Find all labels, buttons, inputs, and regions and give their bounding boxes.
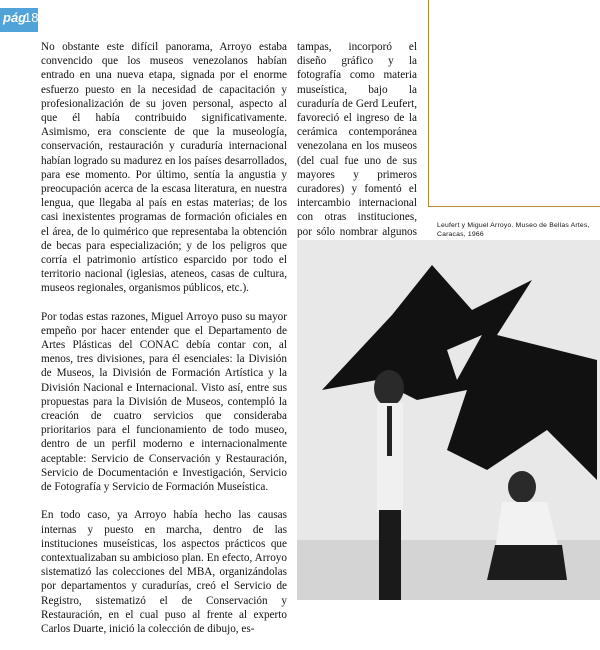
paragraph-3: En todo caso, ya Arroyo había hecho las causas internas y puesto en marcha, dentro de las instituciones museísticas, los aspectos prácticos que contextualizaban su ambicioso plan. En efecto, Arroyo sistematizó las colecciones del MBA, organizándolas por departamentos y curadurías, creó el Servicio de Registro, sistematizó el de Conservación y Restauración, en el cual puso al frente al experto Carlos Duarte, inició la colección de dibujo, es- [41, 509, 287, 635]
left-text-column [41, 40, 287, 650]
page-number-tab [0, 8, 38, 32]
paragraph-2: Por todas estas razones, Miguel Arroyo puso su mayor empeño por hacer entender que el Departamento de Artes Plásticas del CONAC debía contar con, al menos, tres divisiones, para él esenciales: la División de Museos, la División de Formación Artística y la División Nacional e Internacional. Visto así, entre sus propuestas para la División de Museos, contempló la creación de cuatro servicios que consideraba prioritarios para el funcionamiento de todo museo, dentro de un perfil moderno e internacionalmente aceptable: Servicio de Conservación y Restauración, Servicio de Documentación e Investigación, Servicio de Fotografía y Servicio de Formación Museística. [41, 310, 287, 494]
gold-vertical-rule [428, 0, 429, 207]
pag-label: pág [3, 10, 27, 25]
middle-text-column: tampas, incorporó el diseño gráfico y la fotografía como materia museística, bajo la curaduría de Gerd Leufert, favoreció el ingreso de la cerámica contemporánea venezolana en los museos (del cual fue uno de sus mayores y primeros curadores) y fomentó el intercambio internacional con otras instituciones, por sólo nombrar algunos [297, 41, 417, 238]
photograph [297, 240, 600, 600]
gold-horizontal-rule [428, 206, 600, 207]
photo-illustration [297, 240, 600, 600]
page-number: 18 [24, 10, 39, 25]
photo-caption: Leufert y Miguel Arroyo. Museo de Bellas Artes, Caracas, 1966 [437, 222, 590, 238]
paragraph-1: No obstante este difícil panorama, Arroyo estaba convencido que los museos venezolanos habían entrado en una nueva etapa, signada por el enorme esfuerzo puesto en la necesidad de capacitación y profesionalización de su joven personal, aspecto al que él había contribuido significativamente. Asimismo, era consciente de que la museología, conservación, restauración y curaduría internacional habían logrado su madurez en los países desarrollados, para ese momento. Por último, sentía la angustia y preocupación acerca de la escasa literatura, en nuestra lengua, que llegaba al país en estas materias; de los casi inexistentes programas de formación oficiales en el área, de lo quimérico que representaba la obtención de becas para especialización; y de los peligros que corría el patrimonio artístico esparcido por todo el territorio nacional (iglesias, ateneos, casas de cultura, museos regionales, organismos públicos, etc.). [41, 41, 287, 295]
